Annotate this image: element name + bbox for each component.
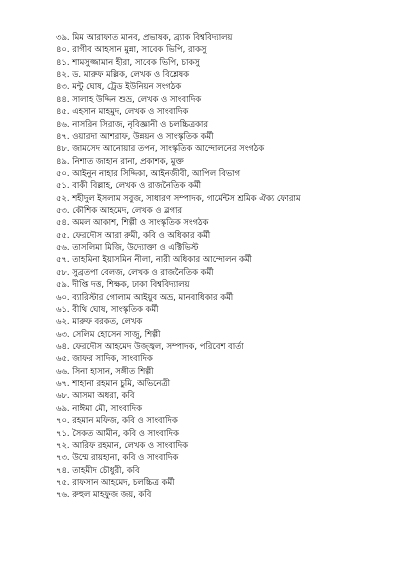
item-text: মিম আরাফাত মানব, প্রভাষক, ব্র্যাক বিশ্ববিদ্যালয়: [72, 32, 233, 42]
list-item: [56, 167, 386, 179]
list-item: [56, 229, 386, 241]
item-number: ৬৫.: [56, 353, 70, 364]
list-item: [56, 56, 386, 68]
list-item: [56, 315, 386, 327]
item-number: ৭১.: [56, 427, 70, 438]
item-text: শহীদুল ইসলাম সবুজ, সাধারণ সম্পাদক, গার্মেন্টস শ্রমিক ঐক্য ফোরাম: [72, 192, 301, 203]
item-text: সালাহ উদ্দিন শুভ্র, লেখক ও সাংবাদিক: [72, 93, 202, 104]
item-text: ওয়ারদা আশরাফ, উন্নয়ন ও সাংস্কৃতিক কর্মী: [72, 130, 214, 141]
item-text: অমল আকাশ, শিল্পী ও সাংস্কৃতিক সংগঠক: [72, 217, 209, 228]
list-item: [56, 439, 386, 451]
item-number: ৪৮.: [56, 143, 70, 154]
item-number: ৫০.: [56, 167, 70, 178]
list-item: [56, 266, 386, 278]
list-item: [56, 328, 386, 340]
list-item: [56, 118, 386, 130]
list-item: [56, 130, 386, 142]
item-text: শামসুজ্জামান হীরা, সাবেক ভিপি, চাকসু: [72, 56, 200, 67]
item-number: ৬১.: [56, 303, 70, 314]
item-number: ৭২.: [56, 439, 70, 450]
item-text: উম্মে রায়হানা, কবি ও সাংবাদিক: [72, 452, 179, 463]
item-text: রাগীব আহসান মুন্না, সাবেক ভিপি, রাকসু: [72, 44, 207, 55]
list-item: [56, 488, 386, 500]
item-text: বীথি ঘোষ, সাংস্কৃতিক কর্মী: [72, 303, 159, 314]
list-item: [56, 427, 386, 439]
item-number: ৬৬.: [56, 365, 70, 376]
item-text: রাফসান আহমেদ, চলচ্চিত্র কর্মী: [72, 476, 175, 487]
item-number: ৪১.: [56, 56, 70, 67]
item-text: সৈকত আমীন, কবি ও সাংবাদিক: [72, 427, 179, 438]
item-text: তাহমীদ চৌধুরী, কবি: [72, 464, 140, 475]
item-number: ৪০.: [56, 44, 70, 55]
item-number: ৬০.: [56, 291, 70, 302]
item-number: ৫৯.: [56, 279, 70, 290]
item-text: জাফর সাদিক, সাংবাদিক: [72, 353, 153, 364]
item-text: শাহানা রহমান চুমি, অভিনেত্রী: [72, 378, 170, 389]
item-number: ৬৮.: [56, 390, 70, 401]
item-text: নিশাত জাহান রানা, প্রকাশক, মুক্ত: [72, 155, 184, 166]
item-number: ৫৭.: [56, 254, 70, 265]
item-text: মারুফ বরকত, লেখক: [72, 316, 143, 327]
item-text: নাঈমা মৌ, সাংবাদিক: [72, 402, 142, 413]
list-item: [56, 253, 386, 265]
item-text: ড. মারুফ মল্লিক, লেখক ও বিশ্লেষক: [72, 69, 190, 80]
item-number: ৫৩.: [56, 205, 70, 216]
item-text: সুব্রতপা বেলজ, লেখক ও রাজনৈতিক কর্মী: [72, 266, 214, 277]
item-number: ৭৪.: [56, 464, 70, 475]
item-text: মন্টু ঘোষ, ট্রেড ইউনিয়ন সংগঠক: [72, 81, 182, 92]
item-text: এহসান মাহমুদ, লেখক ও সাংবাদিক: [72, 106, 189, 117]
list-item: [56, 192, 386, 204]
item-text: রহমান মফিজ, কবি ও সাংবাদিক: [72, 415, 178, 426]
item-number: ৪৩.: [56, 81, 70, 92]
item-number: ৭০.: [56, 415, 70, 426]
item-number: ৫২.: [56, 192, 70, 203]
list-item: [56, 414, 386, 426]
item-number: ৫৬.: [56, 242, 70, 253]
item-number: ৪৫.: [56, 106, 70, 117]
item-number: ৪২.: [56, 69, 70, 80]
list-item: [56, 291, 386, 303]
item-text: সিনা হাসান, সঙ্গীত শিল্পী: [72, 365, 154, 376]
item-text: সেলিম হোসেন সাজু, শিল্পী: [72, 328, 161, 339]
list-item: [56, 241, 386, 253]
list-item: [56, 476, 386, 488]
list-item: [56, 142, 386, 154]
item-number: ৪৭.: [56, 130, 70, 141]
list-item: [56, 451, 386, 463]
item-number: ৩৯.: [56, 32, 70, 42]
list-item: [56, 68, 386, 80]
list-item: [56, 365, 386, 377]
list-item: [56, 303, 386, 315]
item-number: ৫৫.: [56, 229, 70, 240]
item-number: ৪৯.: [56, 155, 70, 166]
item-text: জামসেদ আনোয়ার তপন, সাংস্কৃতিক আন্দোলনের সংগঠক: [72, 143, 265, 154]
list-item: [56, 464, 386, 476]
item-number: ৬৯.: [56, 402, 70, 413]
list-item: [56, 389, 386, 401]
list-item: [56, 340, 386, 352]
list-item: [56, 278, 386, 290]
item-number: ৫৮.: [56, 266, 70, 277]
signatory-list: [56, 31, 386, 501]
item-text: ফেরদৌস আহমেদ উজ্জ্বল, সম্পাদক, পরিবেশ বার্তা: [72, 340, 244, 351]
list-item: [56, 216, 386, 228]
item-number: ৬৩.: [56, 328, 70, 339]
list-item: [56, 402, 386, 414]
list-item: [56, 179, 386, 191]
list-item: [56, 93, 386, 105]
list-item: [56, 352, 386, 364]
list-item: [56, 377, 386, 389]
item-number: ৭৩.: [56, 452, 70, 463]
item-text: আরিফ রহমান, লেখক ও সাংবাদিক: [72, 439, 188, 450]
list-item: [56, 204, 386, 216]
list-item: [56, 80, 386, 92]
item-text: দীপ্তি দত্ত, শিক্ষক, ঢাকা বিশ্ববিদ্যালয়: [72, 279, 190, 290]
list-item: [56, 105, 386, 117]
item-text: বাকী বিল্লাহ, লেখক ও রাজনৈতিক কর্মী: [72, 180, 202, 191]
item-text: ফেরদৌস আরা রুমী, কবি ও অধিকার কর্মী: [72, 229, 211, 240]
item-text: নাসরিন সিরাজ, নৃবিজ্ঞানী ও চলচ্চিত্রকার: [72, 118, 208, 129]
list-item: [56, 43, 386, 55]
list-item: [56, 155, 386, 167]
item-number: ৬৪.: [56, 340, 70, 351]
list-item: [56, 31, 386, 43]
item-number: ৬২.: [56, 316, 70, 327]
item-number: ৪৬.: [56, 118, 70, 129]
item-text: তাসলিমা মিজি, উদ্যোক্তা ও এক্টিভিস্ট: [72, 242, 199, 253]
item-number: ৫১.: [56, 180, 70, 191]
item-text: আইনুন নাহার সিদ্দিকা, আইনজীবী, আপিল বিভাগ: [72, 167, 241, 178]
item-text: রুহুল মাহফুজ জয়, কবি: [72, 489, 152, 500]
item-number: ৪৪.: [56, 93, 70, 104]
item-number: ৭৫.: [56, 476, 70, 487]
item-text: আসমা অধরা, কবি: [72, 390, 135, 401]
item-number: ৬৭.: [56, 378, 70, 389]
item-text: তাহমিনা ইয়াসমিন নীলা, নারী অধিকার আন্দোলন কর্মী: [72, 254, 252, 265]
item-number: ৫৪.: [56, 217, 70, 228]
item-text: ব্যারিস্টার গোলাম আইয়ুব অভ্র, মানবাধিকার কর্মী: [72, 291, 234, 302]
item-text: কৌশিক আহমেদ, লেখক ও ব্লগার: [72, 205, 182, 216]
item-number: ৭৬.: [56, 489, 70, 500]
